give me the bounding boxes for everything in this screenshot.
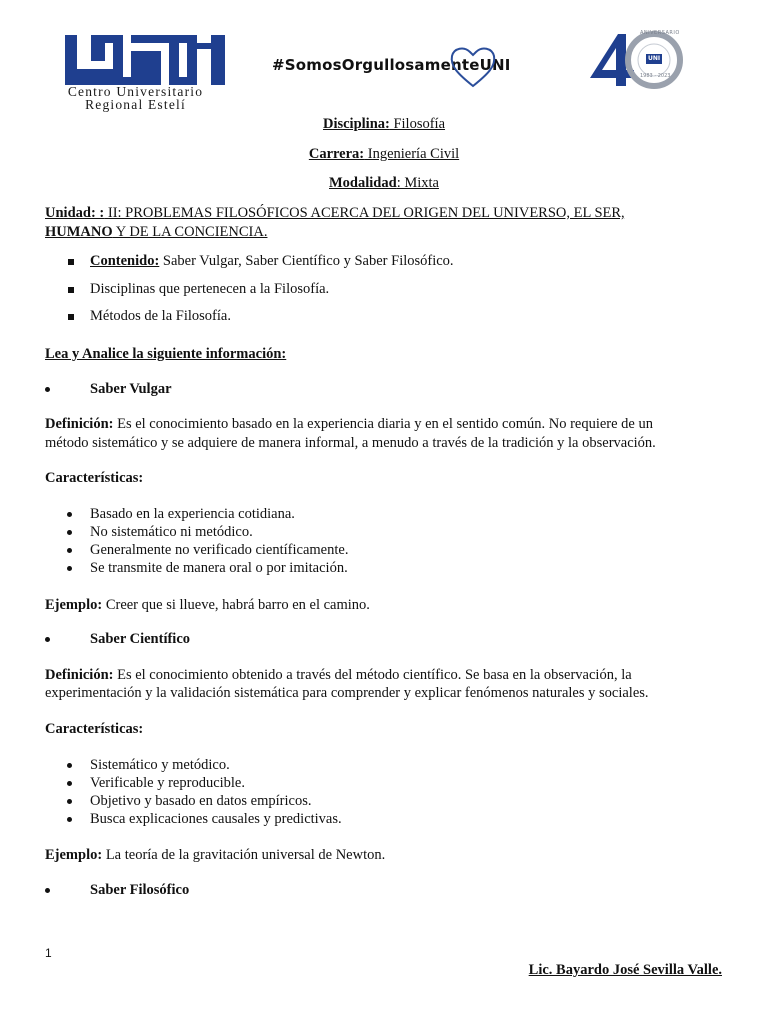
ejemplo-label: Ejemplo:: [45, 847, 103, 863]
unidad-line1: [45, 205, 625, 222]
bullet-icon: [67, 530, 72, 535]
section-title-text: Saber Científico: [90, 631, 191, 647]
bullet-icon: [45, 637, 50, 642]
vulgar-car-label: [45, 470, 143, 487]
def-text: Es el conocimiento basado en la experiencia diaria y en el sentido común. No requiere de un: [113, 416, 653, 432]
disciplina-label: Disciplina:: [322, 116, 390, 132]
bullet-icon: [67, 512, 72, 517]
contenido-item: Métodos de la Filosofía.: [90, 308, 231, 324]
anniversary-mini-wordmark: UNI: [648, 55, 661, 62]
ejemplo-text: Creer que si llueve, habrá barro en el camino.: [102, 597, 370, 613]
vulgar-def-line2: método sistemático y se adquiere de manera informal, a menudo a través de la tradición y la observación.: [45, 435, 656, 451]
contenido-item-text: Saber Vulgar, Saber Científico y Saber Filosófico.: [159, 253, 454, 269]
section-title-filosofico: [90, 882, 189, 899]
vulgar-def-line1: [45, 416, 653, 433]
list-item: Objetivo y basado en datos empíricos.: [90, 793, 312, 809]
contenido-item: Disciplinas que pertenecen a la Filosofía.: [90, 281, 330, 297]
bullet-icon: [67, 566, 72, 571]
modalidad-line: [0, 175, 768, 192]
unidad-text1: II: PROBLEMAS FILOSÓFICOS ACERCA DEL ORIGEN DEL UNIVERSO, EL SER,: [104, 205, 625, 221]
def-label: Definición:: [45, 416, 114, 432]
cientifico-def-line1: [45, 667, 632, 684]
anniversary-logo: [588, 26, 688, 90]
disciplina-line: [0, 116, 768, 133]
contenido-label: Contenido:: [90, 253, 160, 269]
cientifico-car-label: [45, 721, 143, 738]
heart-icon: [448, 42, 498, 92]
unidad-bold2: HUMANO: [45, 224, 113, 240]
list-item: Busca explicaciones causales y predictivas.: [90, 811, 342, 827]
list-item: Verificable y reproducible.: [90, 775, 245, 791]
uni-wordmark-icon: [65, 35, 225, 85]
bullet-icon: [67, 781, 72, 786]
bullet-icon: [67, 763, 72, 768]
car-label-text: Características:: [45, 470, 144, 486]
ejemplo-text: La teoría de la gravitación universal de Newton.: [102, 847, 386, 863]
hashtag-slogan: #SomosOrgullosamenteUNI: [272, 56, 511, 74]
bullet-icon: [67, 548, 72, 553]
page-number: 1: [45, 946, 52, 960]
carrera-value: Ingeniería Civil: [364, 146, 460, 162]
modalidad-label: Modalidad: [329, 175, 397, 191]
ejemplo-label: Ejemplo:: [45, 597, 103, 613]
unidad-text2: Y DE LA CONCIENCIA.: [112, 224, 268, 240]
list-item: Se transmite de manera oral o por imitación.: [90, 560, 348, 576]
square-bullet-icon: [68, 259, 74, 265]
car-label-text: Características:: [45, 721, 144, 737]
carrera-line: [0, 146, 768, 163]
square-bullet-icon: [68, 314, 74, 320]
bullet-icon: [67, 817, 72, 822]
cientifico-ejemplo: [45, 847, 385, 864]
square-bullet-icon: [68, 287, 74, 293]
section-title-cientifico: [90, 631, 190, 648]
vulgar-ejemplo: [45, 597, 370, 614]
bullet-icon: [45, 387, 50, 392]
section-title-vulgar: [90, 381, 172, 398]
bullet-icon: [67, 799, 72, 804]
logo-line2: Regional Estelí: [85, 97, 186, 112]
modalidad-value: : Mixta: [396, 175, 439, 191]
anniversary-caption: ANIVERSARIO: [640, 30, 680, 36]
list-item: No sistemático ni metódico.: [90, 524, 253, 540]
bullet-icon: [45, 888, 50, 893]
uni-logo: [48, 33, 223, 113]
disciplina-value: Filosofía: [389, 116, 446, 132]
cientifico-def-line2: experimentación y la validación sistemática para comprender y explicar fenómenos naturales y sociales.: [45, 685, 649, 701]
section-title-text: Saber Filosófico: [90, 882, 190, 898]
lea-text: Lea y Analice la siguiente información:: [45, 346, 287, 362]
def-text: Es el conocimiento obtenido a través del método científico. Se basa en la observación, la: [113, 667, 632, 683]
list-item: Basado en la experiencia cotidiana.: [90, 506, 295, 522]
contenido-item: [90, 253, 454, 270]
def-label: Definición:: [45, 667, 114, 683]
anniversary-years: 1983 - 2023: [640, 73, 671, 79]
unidad-line2: [45, 224, 267, 241]
list-item: Sistemático y metódico.: [90, 757, 230, 773]
carrera-label: Carrera:: [308, 146, 365, 162]
signature: Lic. Bayardo José Sevilla Valle.: [528, 962, 722, 978]
list-item: Generalmente no verificado científicamente.: [90, 542, 349, 558]
section-title-text: Saber Vulgar: [90, 381, 172, 397]
unidad-label: Unidad: :: [45, 205, 105, 221]
lea-heading: [45, 346, 286, 363]
logo-line1: Centro Universitario: [67, 84, 204, 99]
